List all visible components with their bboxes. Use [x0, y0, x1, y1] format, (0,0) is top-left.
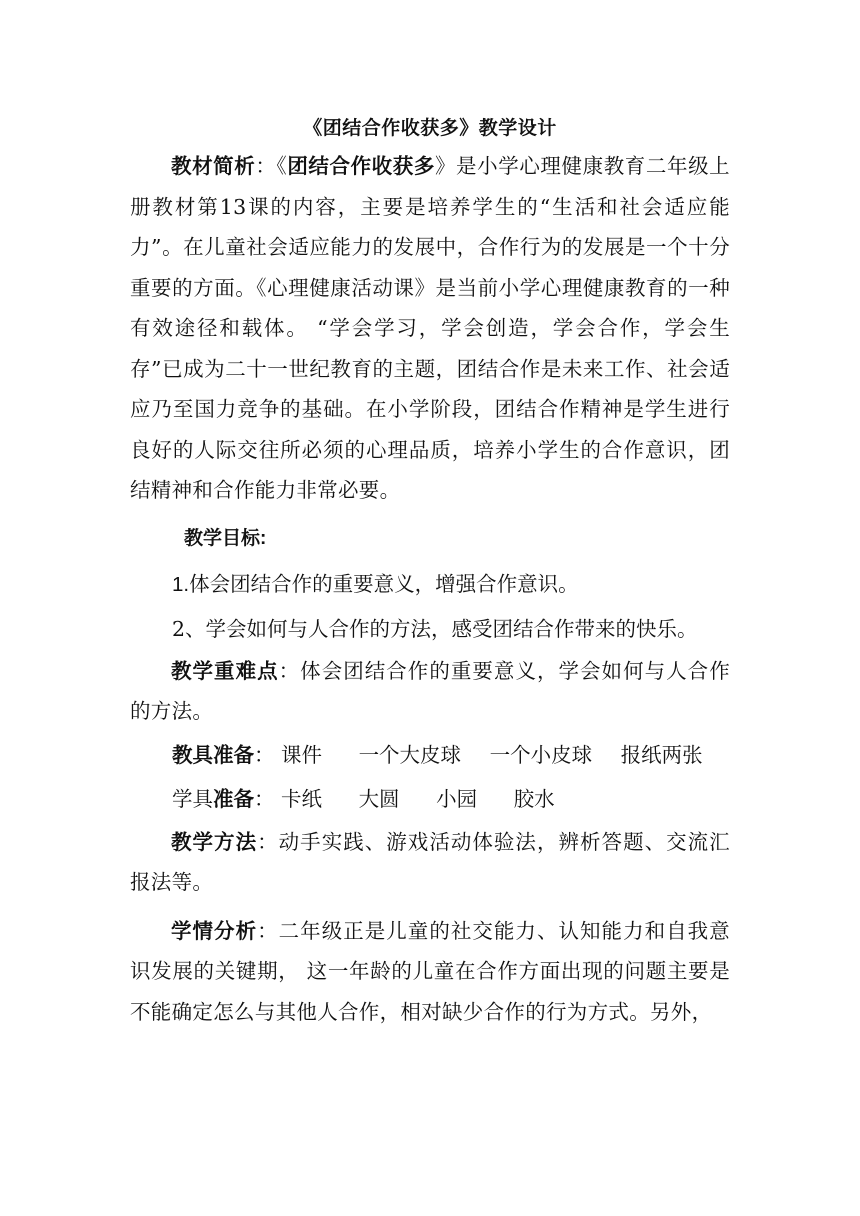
student-prep-item: 大圆 — [358, 786, 400, 811]
student-prep-label-bold: 准备 — [213, 786, 254, 811]
teacher-prep-item: 报纸两张 — [620, 742, 703, 767]
student-prep-item: 卡纸 — [281, 786, 323, 811]
teacher-prep-label: 教具准备 — [172, 742, 254, 767]
document-title: 《团结合作收获多》教学设计 — [303, 117, 557, 139]
objectives-heading: 教学目标: — [184, 527, 267, 549]
document-page — [130, 112, 730, 1032]
methods-colon: ： — [257, 829, 279, 854]
student-prep-colon: ： — [254, 786, 275, 811]
learner-analysis-paragraph — [130, 911, 730, 1033]
learner-analysis-label: 学情分析 — [171, 918, 258, 943]
teacher-prep-row — [130, 734, 730, 776]
objective-item-1: 1.体会团结合作的重要意义，增强合作意识。 — [172, 572, 579, 596]
material-analysis-colon: ： — [255, 154, 277, 178]
student-prep-row — [130, 778, 730, 820]
material-analysis-quote-open: 《 — [276, 154, 288, 178]
teacher-prep-item: 一个大皮球 — [358, 742, 462, 767]
key-points-text: 体会团结合作的重要意义，学会如何与人合作的方法。 — [130, 658, 730, 723]
student-prep-item: 胶水 — [513, 786, 555, 811]
material-analysis-book-title: 团结合作收获多 — [287, 154, 435, 178]
key-points-colon: ： — [278, 658, 301, 683]
material-analysis-paragraph — [130, 146, 730, 511]
methods-paragraph — [130, 822, 730, 903]
student-prep-item: 小园 — [436, 786, 478, 811]
objective-item-2: 2、学会如何与人合作的方法，感受团结合作带来的快乐。 — [172, 616, 698, 641]
methods-text: 动手实践、游戏活动体验法，辨析答题、交流汇报法等。 — [130, 829, 730, 894]
learner-analysis-text: 二年级正是儿童的社交能力、认知能力和自我意识发展的关键期， 这一年龄的儿童在合作方面出现的问题主要是不能确定怎么与其他人合作，相对缺少合作的行为方式。另外， — [130, 918, 730, 1024]
key-points-label: 教学重难点 — [171, 658, 279, 683]
methods-label: 教学方法 — [171, 829, 258, 854]
teacher-prep-item: 一个小皮球 — [489, 742, 593, 767]
key-points-paragraph — [130, 651, 730, 732]
student-prep-label-plain: 学具 — [172, 786, 213, 811]
teacher-prep-item: 课件 — [281, 742, 323, 767]
learner-analysis-colon: ： — [257, 918, 279, 943]
material-analysis-text: 》是小学心理健康教育二年级上册教材第13课的内容，主要是培养学生的“生活和社会适应能力”。在儿童社会适应能力的发展中，合作行为的发展是一个十分重要的方面。《心理健康活动课》是当前小学心理健康教育的一种有效途径和载体。 “学会学习，学会创造，学会合作，学会生存”已成为二十一世纪教育的主题，团结合作是未来工作、社会适应乃至国力竞争的基础。在小学阶段，团结合作精神是学生进行良好的人际交往所必须的心理品质，培养小学生的合作意识，团结精神和合作能力非常必要。 — [130, 154, 730, 502]
material-analysis-label: 教材简析 — [171, 154, 256, 178]
teacher-prep-colon: ： — [254, 742, 275, 767]
